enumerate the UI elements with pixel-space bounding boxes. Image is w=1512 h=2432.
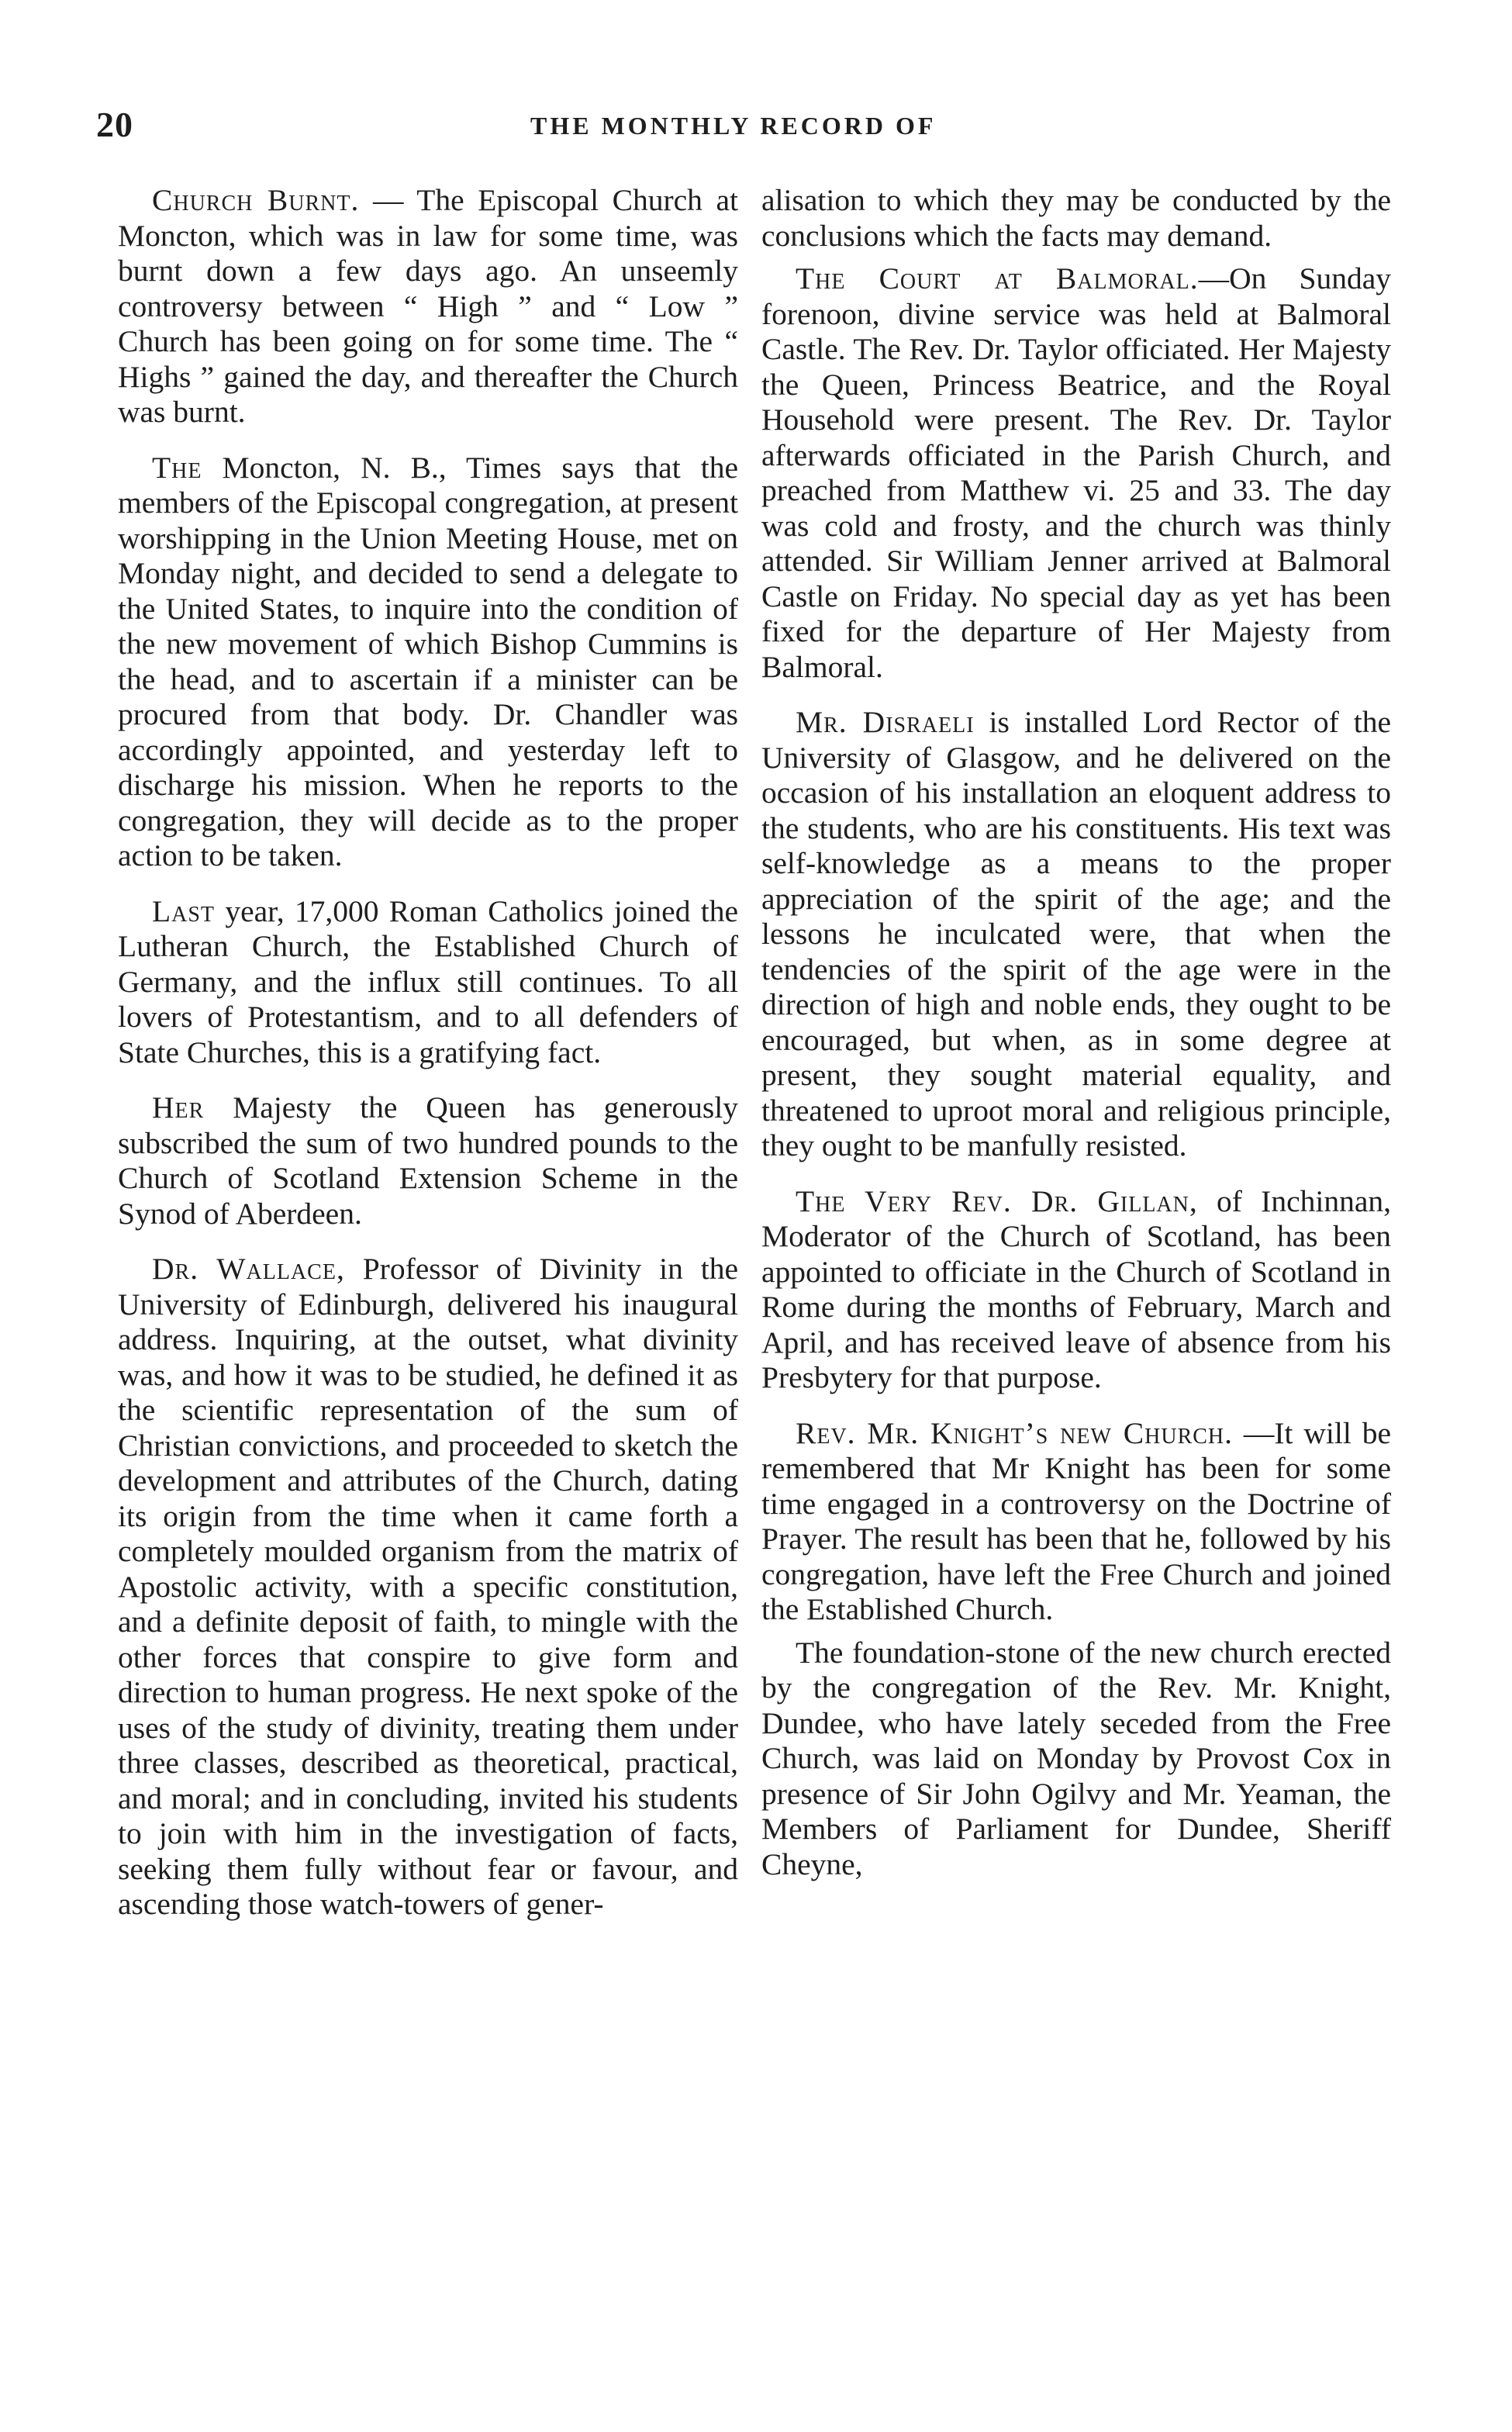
article-lead: Church Burnt. — [152, 183, 360, 217]
article-text: — The Episcopal Church at Moncton, which was in law for some time, was burnt down a few days ago. An unseemly controversy between “ High ” and “ Low ” Church has been going on for some time. The “ Highs ” gained the day, and thereafter the Church was burnt. — [118, 183, 738, 429]
article-lead: The Court at Balmoral. — [796, 261, 1199, 295]
article-text: Professor of Divinity in the University of Edinburgh, delivered his inaugural address. Inquiring, at the outset, what divinity was, and how it was to be studied, he defined it as the scientific representation of the sum of Christian convictions, and proceeded to sketch the development and attributes of the Church, dating its origin from the time when it came forth a completely moulded organism from the matrix of Apostolic activity, with a specific constitution, and a definite deposit of faith, to mingle with the other forces that conspire to give form and direction to human progress. He next spoke of the uses of the study of divinity, treating them under three classes, described as theoretical, practical, and moral; and in concluding, invited his students to join with him in the investigation of facts, seeking them fully without fear or favour, and ascending those watch-towers of gener- — [118, 1252, 738, 1921]
article-text: Majesty the Queen has generously subscribed the sum of two hundred pounds to the Church of Scotland Extension Scheme in the Synod of Aberdeen. — [118, 1090, 738, 1231]
page-header — [96, 104, 1408, 158]
article-lead: The — [152, 450, 202, 485]
article-mr-disraeli — [761, 705, 1391, 1164]
article-text: of Inchinnan, Moderator of the Church of Scotland, has been appointed to officiate in the Church of Scotland in Rome during the months of February, March and April, and has received leave of absence from his Presbytery for that purpose. — [761, 1183, 1391, 1394]
right-column — [761, 183, 1391, 1902]
article-lead: Rev. Mr. Knight’s new Church. — [796, 1415, 1234, 1450]
article-foundation-stone — [761, 1636, 1391, 1883]
article-dr-wallace — [118, 1252, 738, 1922]
running-head: THE MONTHLY RECORD OF — [530, 112, 937, 140]
article-text: alisation to which they may be conducted by the conclusions which the facts may demand. — [761, 183, 1391, 253]
article-lead: Mr. Disraeli — [796, 705, 975, 739]
article-lead: Dr. Wallace, — [152, 1252, 345, 1286]
article-roman-catholics — [118, 894, 738, 1071]
article-queen-subscription — [118, 1090, 738, 1232]
article-knight-new-church — [761, 1416, 1391, 1628]
article-text: —It will be remembered that Mr Knight has been for some time engaged in a controversy on the Doctrine of Prayer. The result has been that he, followed by his congregation, have left the Free Church and joined the Established Church. — [761, 1415, 1392, 1626]
article-text: The foundation-stone of the new church erected by the congregation of the Rev. Mr. Knight, Dundee, who have lately seceded from the Free Church, was laid on Monday by Provost Cox in presence of Sir John Ogilvy and Mr. Yeaman, the Members of Parliament for Dundee, Sheriff Cheyne, — [761, 1635, 1391, 1881]
article-dr-gillan — [761, 1184, 1391, 1396]
article-court-at-balmoral — [761, 261, 1391, 685]
article-text: is installed Lord Rector of the University of Glasgow, and he delivered on the occasion of his installation an eloquent address to the students, who are his constituents. His text was self-knowledge as a means to the proper appreciation of the spirit of the age; and the lessons he inculcated were, that when the tendencies of the spirit of the age were in the direction of high and noble ends, they ought to be encouraged, but when, as in some degree at present, they sought material equality, and threatened to uproot moral and religious principle, they ought to be manfully resisted. — [761, 705, 1391, 1162]
article-lead: Last — [152, 893, 216, 928]
article-text: Moncton, N. B., Times says that the members of the Episcopal congregation, at present worshipping in the Union Meeting House, met on Monday night, and decided to send a delegate to the United States, to inquire into the condition of the new movement of which Bishop Cummins is the head, and to ascertain if a minister can be procured from that body. Dr. Chandler was accordingly appointed, and yesterday left to discharge his mission. When he reports to the congregation, they will decide as to the proper action to be taken. — [118, 450, 738, 872]
article-text: —On Sunday forenoon, divine service was held at Balmoral Castle. The Rev. Dr. Taylor officiated. Her Majesty the Queen, Princess Beatrice, and the Royal Household were present. The Rev. Dr. Taylor afterwards officiated in the Parish Church, and preached from Matthew vi. 25 and 33. The day was cold and frosty, and the church was thinly attended. Sir William Jenner arrived at Balmoral Castle on Friday. No special day as yet has been fixed for the departure of Her Majesty from Balmoral. — [761, 261, 1391, 684]
article-continuation — [761, 183, 1391, 254]
page-number: 20 — [96, 105, 133, 144]
article-church-burnt — [118, 183, 738, 430]
article-lead: The Very Rev. Dr. Gillan, — [796, 1183, 1198, 1218]
left-column — [118, 183, 738, 1943]
article-lead: Her — [152, 1090, 205, 1124]
article-moncton-times — [118, 451, 738, 874]
article-text: year, 17,000 Roman Catholics joined the Lutheran Church, the Established Church of Germany, and the influx still continues. To all lovers of Protestantism, and to all defenders of State Churches, this is a gratifying fact. — [118, 893, 738, 1069]
